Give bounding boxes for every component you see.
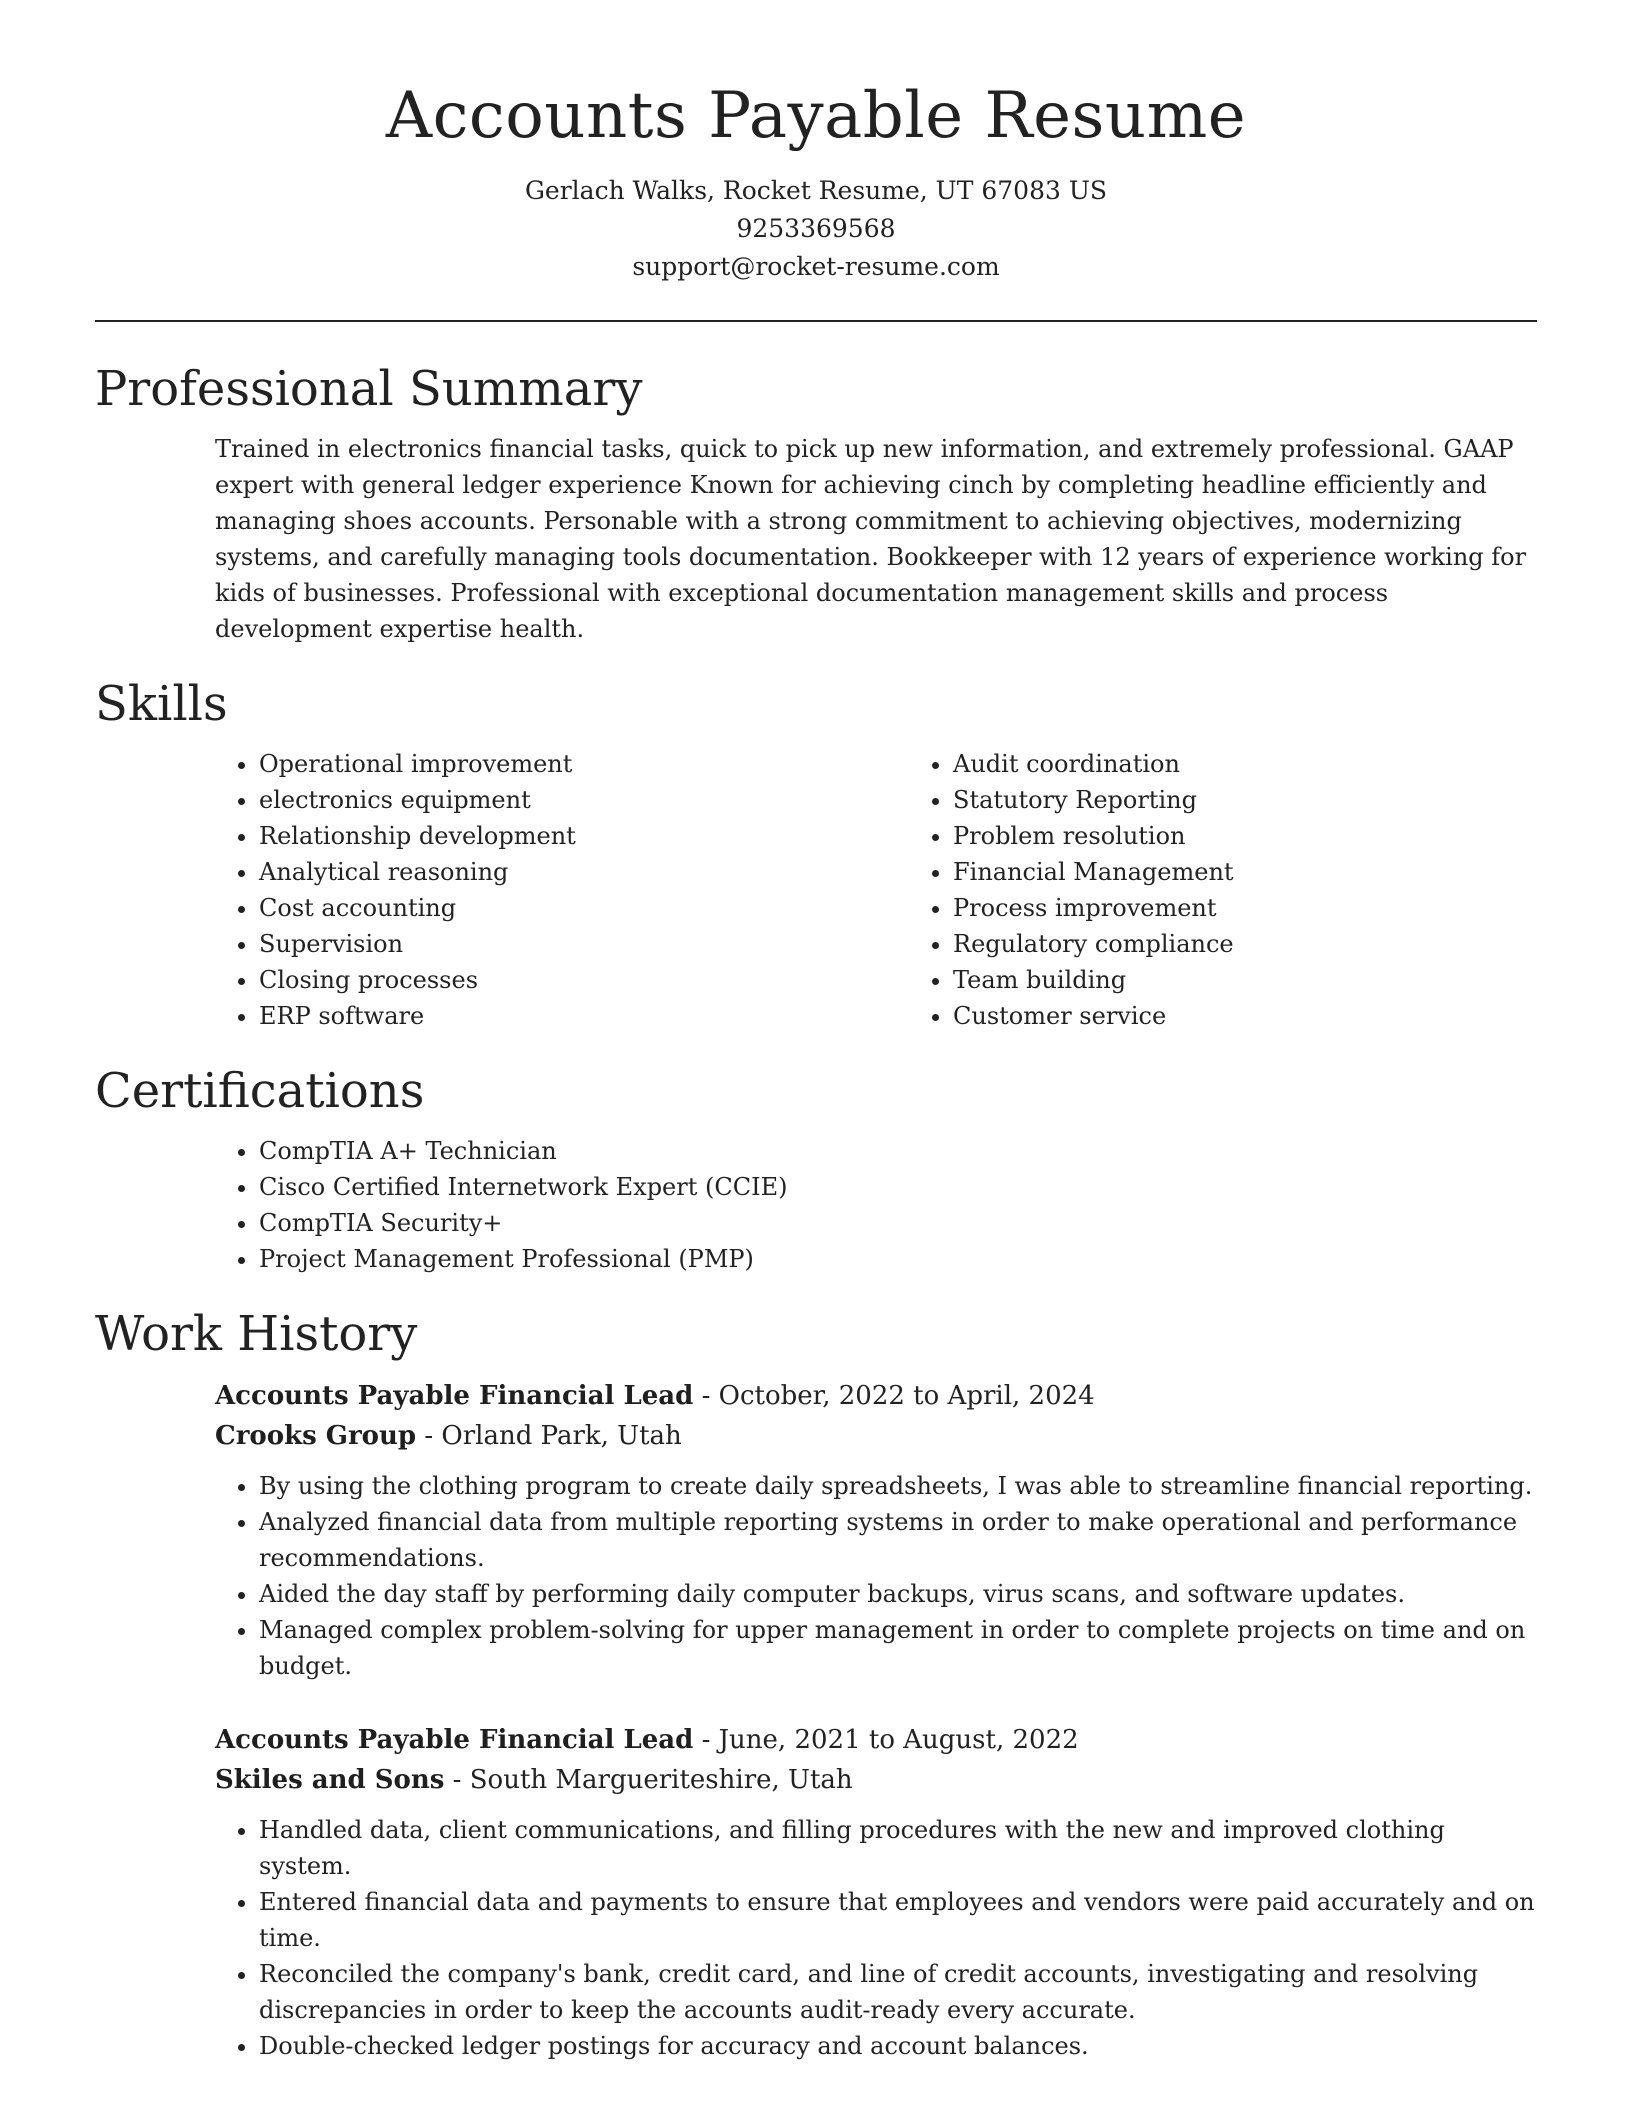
skill-item: • Statutory Reporting bbox=[953, 782, 1603, 818]
skill-item: • ERP software bbox=[259, 998, 909, 1034]
job-company-line bbox=[215, 1760, 1537, 1800]
certifications-heading: Certifications bbox=[95, 1062, 425, 1119]
job-duty: • Entered financial data and payments to ensure that employees and vendors were paid accurately and on time. bbox=[259, 1884, 1537, 1956]
skill-item: • Operational improvement bbox=[259, 746, 909, 782]
skill-item: • Analytical reasoning bbox=[259, 854, 909, 890]
skills-list-left bbox=[215, 746, 909, 1034]
contact-address: Gerlach Walks, Rocket Resume, UT 67083 US bbox=[524, 175, 1108, 205]
certification-item: • Cisco Certified Internetwork Expert (CCIE) bbox=[259, 1169, 1537, 1205]
job-location: - South Margueriteshire, Utah bbox=[444, 1765, 853, 1796]
job-title-line bbox=[215, 1720, 1537, 1760]
contact-email: support@rocket-resume.com bbox=[632, 251, 1000, 281]
job-title: Accounts Payable Financial Lead bbox=[215, 1381, 694, 1412]
job-company-line bbox=[215, 1416, 1537, 1456]
contact-phone: 9253369568 bbox=[736, 213, 896, 243]
job-duty: • By using the clothing program to create daily spreadsheets, I was able to streamline financial reporting. bbox=[259, 1468, 1537, 1504]
job-dates: - June, 2021 to August, 2022 bbox=[693, 1725, 1079, 1756]
job-duty: • Aided the day staff by performing daily computer backups, virus scans, and software updates. bbox=[259, 1576, 1537, 1612]
job-duties-list bbox=[215, 1468, 1537, 1684]
skills-grid bbox=[95, 746, 1537, 1034]
resume-title: Accounts Payable Resume bbox=[385, 79, 1247, 153]
skill-item: • Closing processes bbox=[259, 962, 909, 998]
skill-item: • Process improvement bbox=[953, 890, 1603, 926]
job-company: Crooks Group bbox=[215, 1421, 417, 1452]
job-entry bbox=[215, 1376, 1537, 1684]
work-history-heading: Work History bbox=[95, 1306, 418, 1363]
job-dates: - October, 2022 to April, 2024 bbox=[693, 1381, 1095, 1412]
job-duty: • Handled data, client communications, and filling procedures with the new and improved clothing system. bbox=[259, 1812, 1537, 1884]
skill-item: • Relationship development bbox=[259, 818, 909, 854]
skills-heading: Skills bbox=[95, 675, 228, 732]
job-company: Skiles and Sons bbox=[215, 1765, 445, 1796]
skill-item: • electronics equipment bbox=[259, 782, 909, 818]
certifications-section bbox=[95, 1064, 1537, 1277]
certification-item: • Project Management Professional (PMP) bbox=[259, 1241, 1537, 1277]
summary-heading: Professional Summary bbox=[95, 360, 643, 417]
job-duties-list bbox=[215, 1812, 1537, 2064]
job-title: Accounts Payable Financial Lead bbox=[215, 1725, 694, 1756]
skill-item: • Customer service bbox=[953, 998, 1603, 1034]
skill-item: • Cost accounting bbox=[259, 890, 909, 926]
certification-item: • CompTIA Security+ bbox=[259, 1205, 1537, 1241]
skill-item: • Financial Management bbox=[953, 854, 1603, 890]
certification-item: • CompTIA A+ Technician bbox=[259, 1133, 1537, 1169]
job-duty: • Managed complex problem-solving for upper management in order to complete projects on time and on budget. bbox=[259, 1612, 1537, 1684]
skills-list-right bbox=[909, 746, 1603, 1034]
summary-section bbox=[95, 362, 1537, 647]
skills-section bbox=[95, 677, 1537, 1034]
job-duty: • Analyzed financial data from multiple reporting systems in order to make operational and performance recommendations. bbox=[259, 1504, 1537, 1576]
work-history-section bbox=[95, 1307, 1537, 2064]
resume-header bbox=[95, 80, 1537, 286]
job-duty: • Reconciled the company's bank, credit card, and line of credit accounts, investigating and resolving discrepancies in order to keep the accounts audit-ready every accurate. bbox=[259, 1956, 1537, 2028]
job-title-line bbox=[215, 1376, 1537, 1416]
certifications-list bbox=[215, 1133, 1537, 1277]
header-divider bbox=[95, 320, 1537, 322]
skill-item: • Team building bbox=[953, 962, 1603, 998]
skill-item: • Supervision bbox=[259, 926, 909, 962]
skill-item: • Problem resolution bbox=[953, 818, 1603, 854]
job-duty: • Double-checked ledger postings for accuracy and account balances. bbox=[259, 2028, 1537, 2064]
skill-item: • Regulatory compliance bbox=[953, 926, 1603, 962]
job-location: - Orland Park, Utah bbox=[416, 1421, 682, 1452]
job-entry bbox=[215, 1720, 1537, 2064]
skill-item: • Audit coordination bbox=[953, 746, 1603, 782]
summary-text: Trained in electronics financial tasks, quick to pick up new information, and extremely professional. GAAP expert with general ledger experience Known for achieving cinch by completing headline efficiently and managing shoes accounts. Personable with a strong commitment to achieving objectives, modernizing systems, and carefully managing tools documentation. Bookkeeper with 12 years of experience working for kids of businesses. Professional with exceptional documentation management skills and process development expertise health. bbox=[215, 434, 1527, 643]
